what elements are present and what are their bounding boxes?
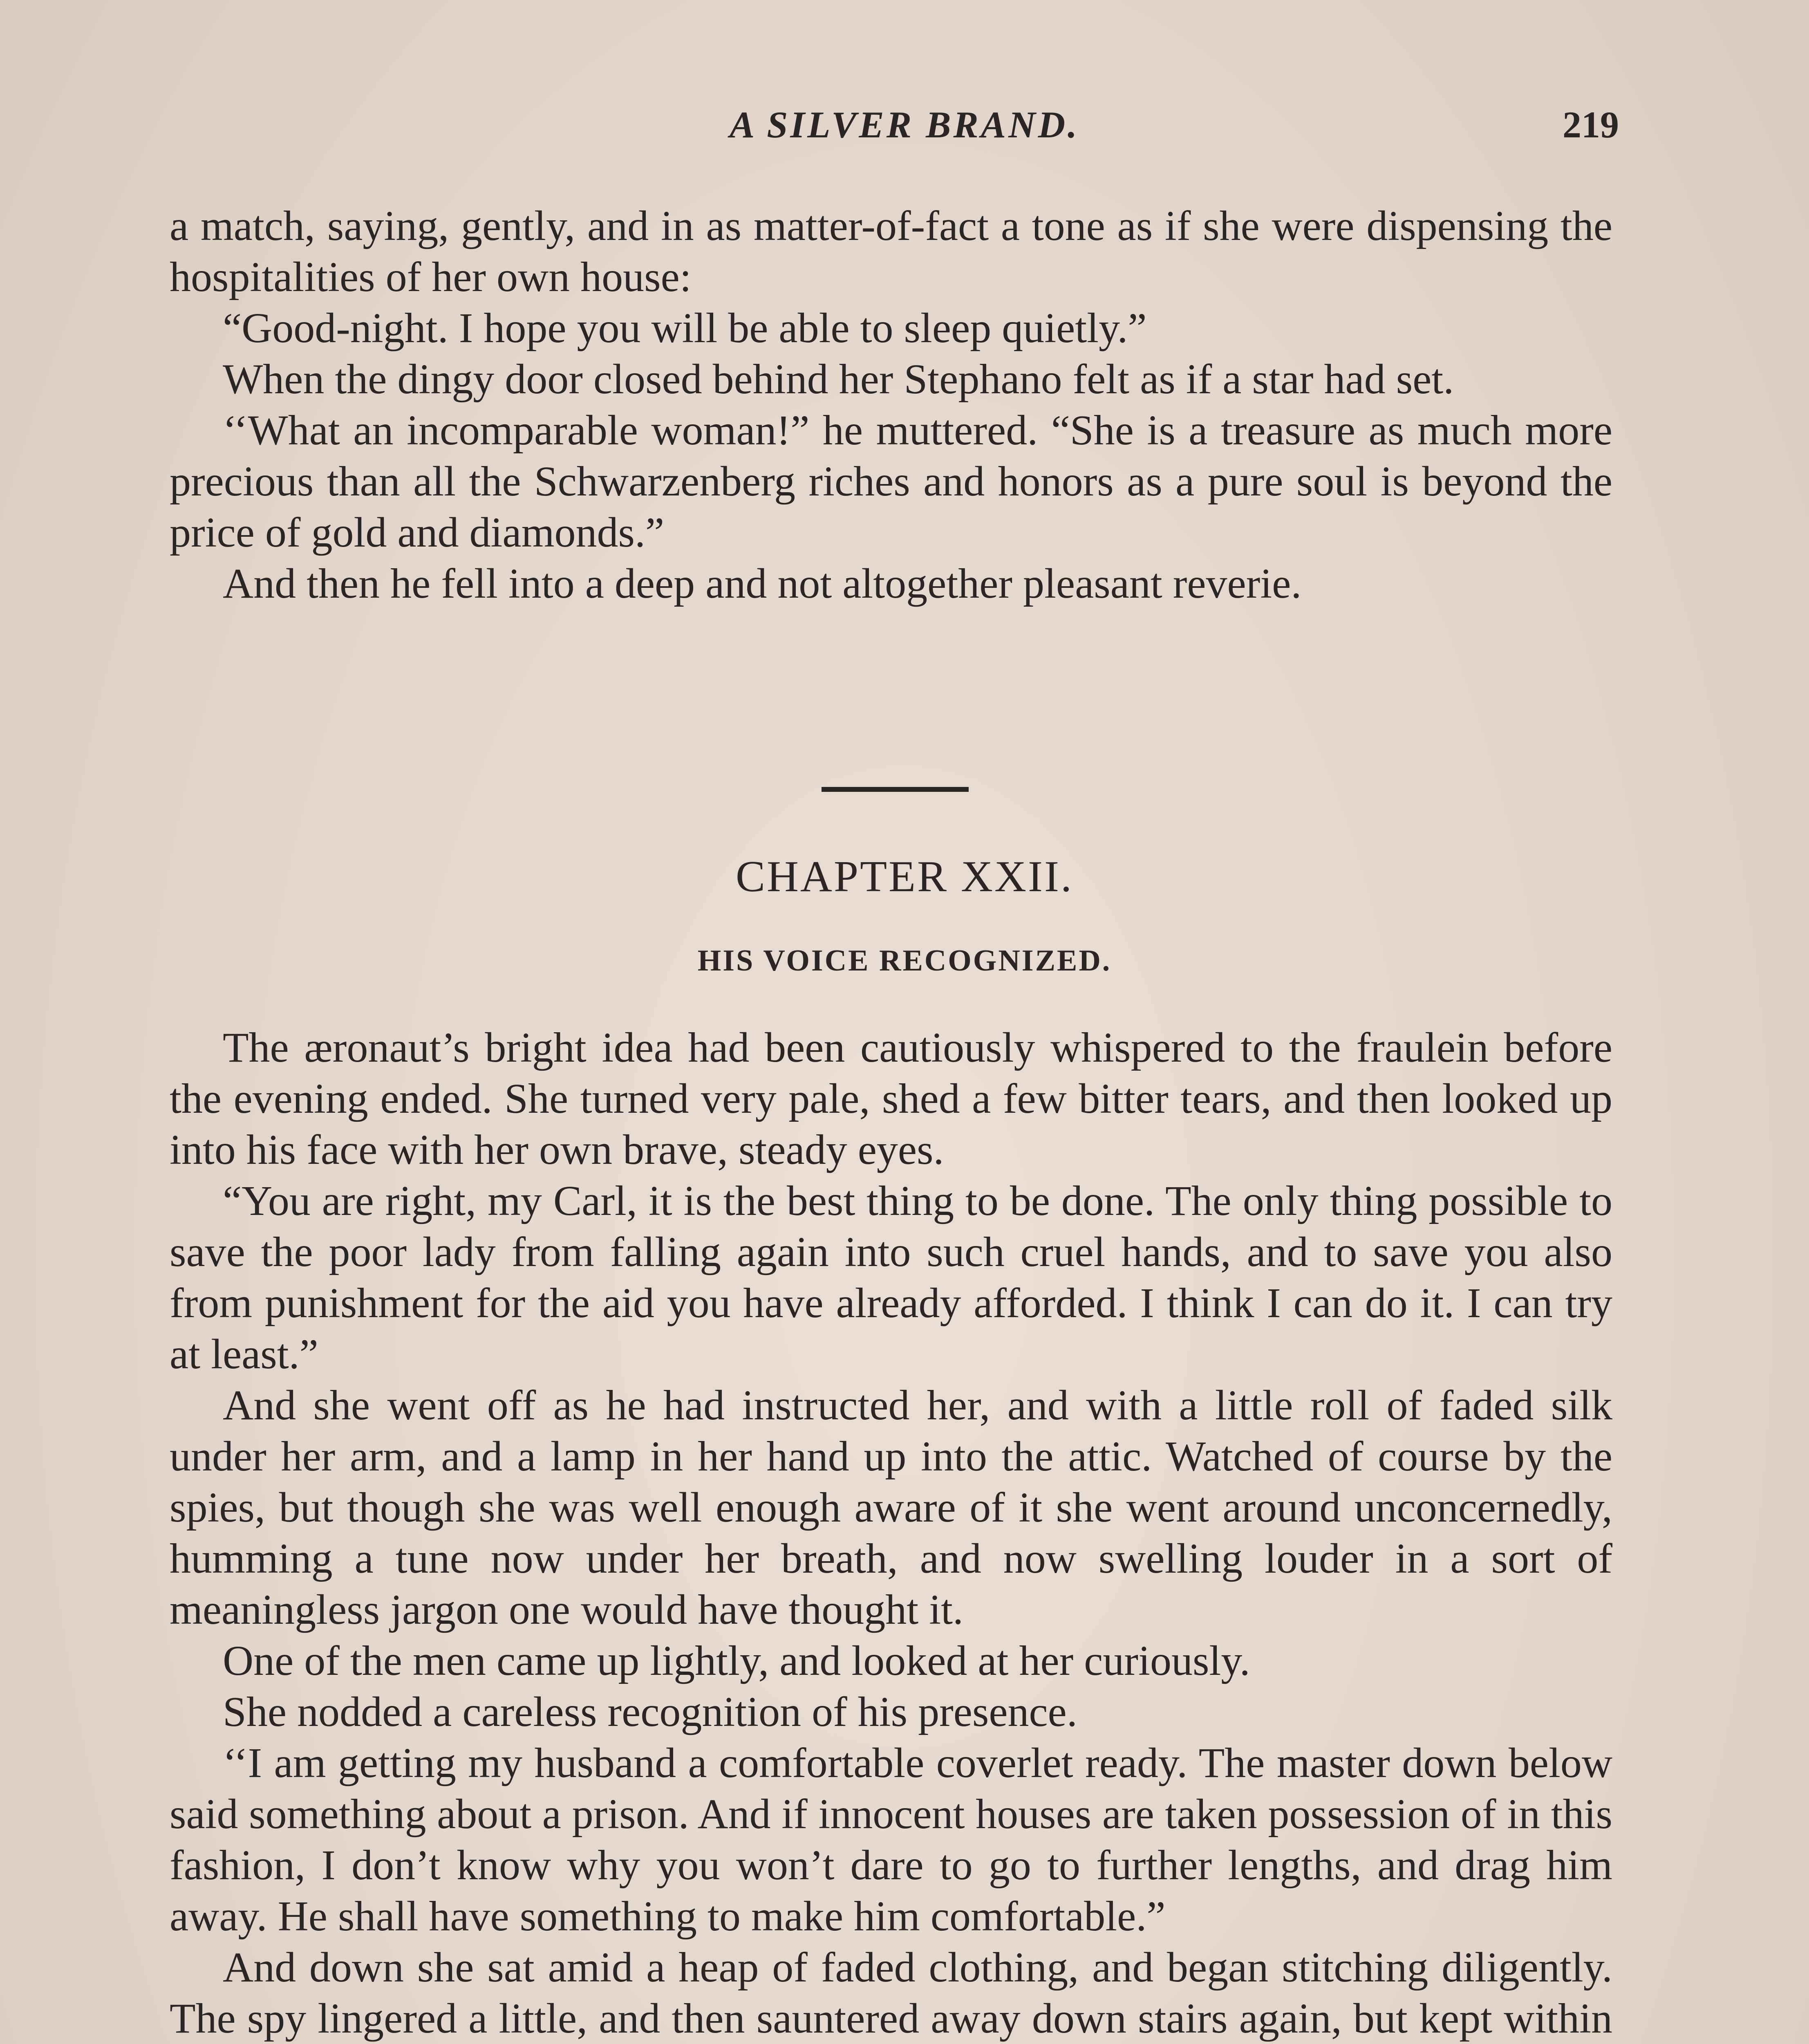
paragraph: a match, saying, gently, and in as matter-of-fact a tone as if she were dispensing the hospitalities of her own house: xyxy=(170,202,1612,300)
paragraph: And she went off as he had instructed her, and with a little roll of faded silk under her arm, and a lamp in her hand up into the attic. Watched of course by the spies, but though she was well enough aware of it she went around unconcernedly, humming a tune now under her breath, and now swelling louder in a sort of meaningless jargon one would have thought it. xyxy=(170,1382,1612,1633)
paragraph: When the dingy door closed behind her Stephano felt as if a star had set. xyxy=(223,356,1454,403)
paragraph: “You are right, my Carl, it is the best thing to be done. The only thing possible to save the poor lady from falling again into such cruel hands, and to save you also from punishment for the aid you have already afforded. I think I can do it. I can try at least.” xyxy=(170,1177,1612,1378)
chapter-subtitle: HIS VOICE RECOGNIZED. xyxy=(697,944,1112,977)
chapter-body xyxy=(170,1022,1612,2044)
top-section xyxy=(170,200,1612,609)
paragraph: One of the men came up lightly, and looked at her curiously. xyxy=(223,1637,1250,1684)
paragraph: “Good-night. I hope you will be able to sleep quietly.” xyxy=(223,305,1147,352)
page-number: 219 xyxy=(1563,104,1619,146)
paragraph: And down she sat amid a heap of faded clothing, and began stitching diligently. The spy lingered a little, and then sauntered away down stairs again, but kept within xyxy=(170,1944,1612,2042)
paragraph: She nodded a careless recognition of his presence. xyxy=(223,1688,1077,1735)
paragraph: The æronaut’s bright idea had been cautiously whispered to the fraulein before the evening ended. She turned very pale, shed a few bitter tears, and then looked up into his face with her own brave, steady eyes. xyxy=(170,1024,1612,1173)
running-head xyxy=(0,102,1809,147)
chapter-heading: CHAPTER XXII. xyxy=(736,852,1073,901)
paragraph: ‘‘What an incomparable woman!” he muttered. “She is a treasure as much more precious than all the Schwarzenberg riches and honors as a pure soul is beyond the price of gold and diamonds.” xyxy=(170,407,1612,556)
running-title: A SILVER BRAND. xyxy=(729,104,1080,146)
paragraph: And then he fell into a deep and not altogether pleasant reverie. xyxy=(223,560,1302,607)
section-divider xyxy=(822,787,969,792)
paragraph: ‘‘I am getting my husband a comfortable coverlet ready. The master down below said something about a prison. And if innocent houses are taken possession of in this fashion, I don’t know why you won’t dare to go to further lengths, and drag him away. He shall have something to make him comfortable.” xyxy=(170,1739,1612,1940)
